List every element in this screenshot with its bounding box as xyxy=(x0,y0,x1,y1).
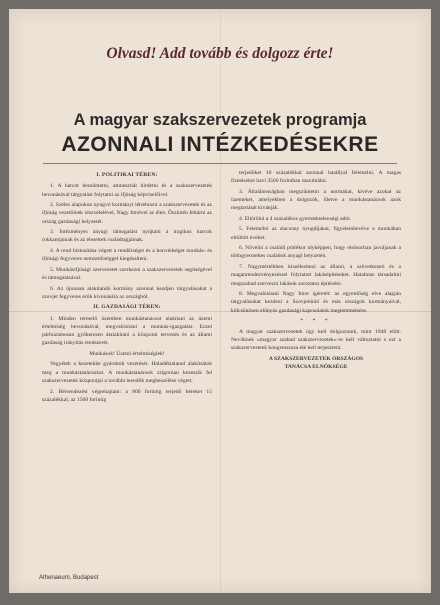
paragraph: 3. Általánosságban megszüntetni a normákat, kivéve azokat az üzemeket, amelyekben a dolgozók, illetve a munkástanácsok azok megtartását kívánják. xyxy=(231,188,401,212)
paragraph: 3. Intézményes anyagi támogatást nyújtani a tragikus harcok rokkantjainak és az elesettek családtagjainak. xyxy=(42,229,212,244)
title-divider xyxy=(43,163,397,164)
slogan: Olvasd! Add tovább és dolgozz érte! xyxy=(106,45,334,62)
paragraph: 6. Növelni a családi pótlékot olyképpen, hogy elsősorban javuljanak a többgyermekes családok anyagi helyzetén. xyxy=(231,245,401,260)
signature-line: TANÁCSA ELNÖKSÉGE xyxy=(284,363,348,370)
section-heading: II. GAZDASÁGI TÉREN: xyxy=(93,304,161,311)
left-column xyxy=(42,169,212,406)
paragraph: 5. Munkásifjúsági szervezetet szerkezni a szakszervezetek segítségével és támogatásával. xyxy=(42,266,212,282)
paragraph: A magyar szakszervezetek úgy kell dolgoznunk, mint 1948 előtt. Nevüknek »magyar szabad szakszervezetek«-re kell változtatni s ezt a szakszervezetek kongresszusa elé kell terjeszteni. xyxy=(231,328,401,352)
fold-line-vertical xyxy=(220,9,221,593)
signature-line: A SZAKSZERVEZETEK ORSZÁGOS xyxy=(268,355,364,362)
title-line-1: A magyar szakszervezetek programja xyxy=(73,111,367,129)
call-to-action: Munkások! Üzemi értelmiségiek! xyxy=(89,350,165,357)
printer-imprint: Athenaeum, Budapest xyxy=(39,575,99,581)
separator-stars: * * * xyxy=(300,318,332,325)
poster-sheet xyxy=(9,9,431,593)
right-column xyxy=(231,169,401,371)
paragraph: 4. Eltörölni a 4 százalékos gyermektelenségi adót. xyxy=(239,215,352,222)
paragraph: 2. Széles alapokon nyugvó kormányt létrehozni a szakszervezetek és az ifjúság vezetőinek részvételével, Nagy Imrével az élen. Őszintén feltárni az ország gazdasági helyzetét. xyxy=(42,202,212,225)
paragraph: 8. Megvalósítani Nagy Imre ígéretét: az egyenlőség elve alapján tárgyalásokat kezdeni a Szovjetúnió és más országok kormányaival, kölcsönösen előnyös gazdasági kapcsolatok megteremtésére. xyxy=(231,290,401,314)
paragraph: terjedőket 10 százalékkal azonnal hatállyal felemelni. A magas fizetéseket havi 3500 forintban maximálni. xyxy=(231,170,401,185)
paragraph: 7. Nagymértékben kiszélesíteni az állami, a szövetkezeti és a maganrendezvényezéssel folytatott lakásépítéseket. Hatalmas társadalmi megszabad szervezni lakások sorozatos építésére. xyxy=(231,263,401,287)
paragraph: Vegyétek a kezetekbe gyáraitok vezetését. Haladéktalanul alakítsátok meg a munkástanácsokat. A munkástanácsok szigorúan kezeszik fel szakszervezetek központjai a további teendők megbeszélése végett. xyxy=(42,361,212,385)
paragraph: 1. Minden termelő üzemben munkástanácsot alakítani az üzemi értelmiség bevonásával, megvalósítani a munkás-igazgatást. Ezzel párhuzamosan gyökeresen átalakítani a központi tervezés és az állami gazdaság irányítás rendszerét. xyxy=(42,315,212,347)
paragraph: 1. A harcot beszüntetni, amnesztiát hirdetni és a szakszervezetek bevonásával tárgyalást folytatni az ifjúság képviselőivel. xyxy=(42,183,212,198)
title-line-2: AZONNALI INTÉZKEDÉSEKRE xyxy=(61,133,379,156)
paragraph: 2. Bérrendezést végrehajtani: a 800 forintig terjedő béreket 15 százalékkal, az 1500 forintig xyxy=(42,388,212,403)
paragraph: 6. Az újonnan alakítandó kormány azonnal kezdjen tárgyalásokat a szovjet fegyveres erők kivonására az országból. xyxy=(42,285,212,300)
paragraph: 4. A rend biztosítása végett a rendőrséget és a honvédséget munkás- és ifjúsági fegyveres nemzetőrséggel kiegészíteni. xyxy=(42,247,212,263)
paragraph: 5. Felemelni az alacsony nyugdíjakat, figyelembevéve a munkában eltöltött éveket. xyxy=(231,226,401,241)
section-heading: I. POLITIKAI TÉREN: xyxy=(96,172,158,178)
